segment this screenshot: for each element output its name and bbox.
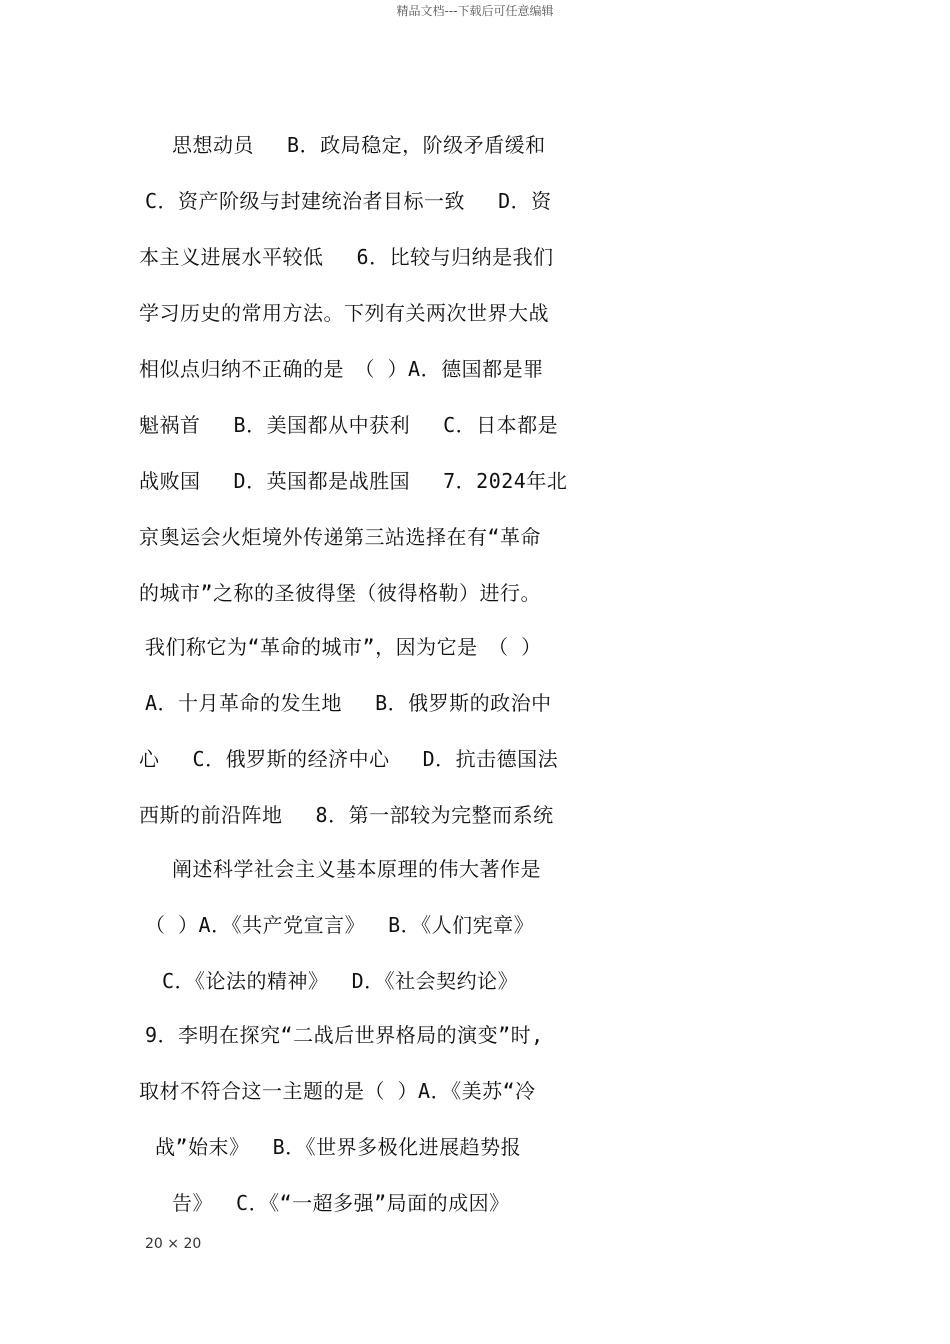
text-line-2: C．资产阶级与封建统治者目标一致 D．资 (145, 189, 552, 213)
page-header: 精品文档---下载后可任意编辑 (396, 4, 554, 18)
text-line-5: 相似点归纳不正确的是 （ ）A．德国都是罪 (139, 357, 544, 381)
text-line-12: 心 C．俄罗斯的经济中心 D．抗击德国法 (139, 747, 559, 771)
page-footer: 20 × 20 (145, 1236, 202, 1252)
text-line-7: 战败国 D．英国都是战胜国 7．2024年北 (139, 469, 568, 493)
text-line-14: 阐述科学社会主义基本原理的伟大著作是 (172, 857, 541, 881)
text-line-8: 京奥运会火炬境外传递第三站选择在有“革命 (139, 525, 542, 549)
text-line-16: C．《论法的精神》 D．《社会契约论》 (162, 969, 519, 993)
text-line-17: 9．李明在探究“二战后世界格局的演变”时, (145, 1023, 544, 1047)
text-line-6: 魁祸首 B．美国都从中获利 C．日本都是 (139, 413, 559, 437)
text-line-4: 学习历史的常用方法。下列有关两次世界大战 (139, 301, 549, 325)
text-line-19: 战”始末》 B．《世界多极化进展趋势报 (155, 1135, 522, 1159)
text-line-13: 西斯的前沿阵地 8．第一部较为完整而系统 (139, 803, 554, 827)
text-line-15: （ ）A．《共产党宣言》 B．《人们宪章》 (145, 913, 535, 937)
text-line-11: A．十月革命的发生地 B．俄罗斯的政治中 (145, 691, 552, 715)
text-line-20: 告》 C．《“一超多强”局面的成因》 (172, 1191, 510, 1215)
text-line-1: 思想动员 B．政局稳定，阶级矛盾缓和 (172, 133, 546, 157)
text-line-10: 我们称它为“革命的城市”，因为它是 （ ） (145, 635, 542, 659)
text-line-9: 的城市”之称的圣彼得堡（彼得格勒）进行。 (139, 581, 542, 605)
text-line-18: 取材不符合这一主题的是（ ）A．《美苏“冷 (139, 1079, 536, 1103)
text-line-3: 本主义进展水平较低 6．比较与归纳是我们 (139, 245, 554, 269)
